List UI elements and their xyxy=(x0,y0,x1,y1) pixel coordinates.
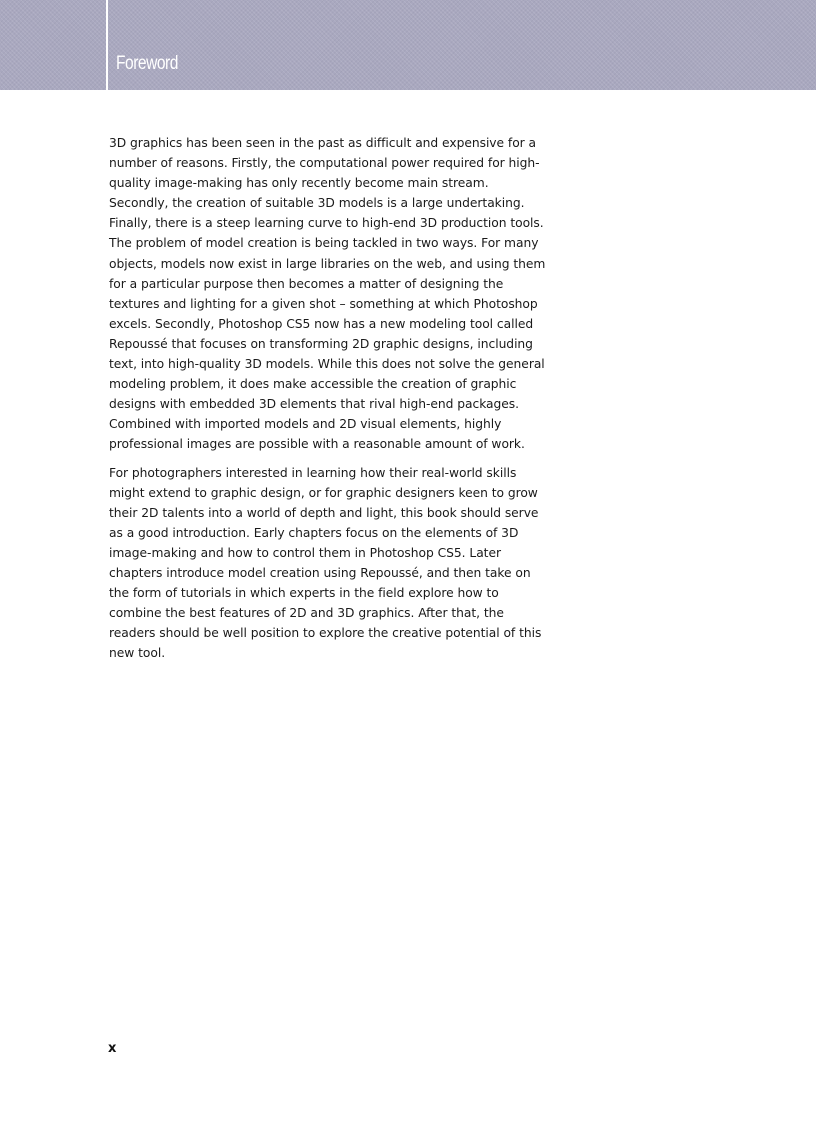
section-title: Foreword xyxy=(116,53,178,74)
paragraph: 3D graphics has been seen in the past as difficult and expensive for a number of reasons. Firstly, the computational power required for high-quality image-making has only recently become main stream. Secondly, the creation of suitable 3D models is a large undertaking. Finally, there is a steep learning curve to high-end 3D production tools. The problem of model creation is being tackled in two ways. For many objects, models now exist in large libraries on the web, and using them for a particular purpose then becomes a matter of designing the textures and lighting for a given shot – something at which Photoshop excels. Secondly, Photoshop CS5 now has a new modeling tool called Repoussé that focuses on transforming 2D graphic designs, including text, into high-quality 3D models. While this does not solve the general modeling problem, it does make accessible the creation of graphic designs with embedded 3D elements that rival high-end packages. Combined with imported models and 2D visual elements, highly professional images are possible with a reasonable amount of work. xyxy=(109,136,546,452)
page-number: x xyxy=(108,1041,117,1056)
body-text xyxy=(109,133,549,671)
header-divider xyxy=(106,0,108,90)
header-band xyxy=(0,0,816,90)
paragraph: For photographers interested in learning how their real-world skills might extend to graphic design, or for graphic designers keen to grow their 2D talents into a world of depth and light, this book should serve as a good introduction. Early chapters focus on the elements of 3D image-making and how to control them in Photoshop CS5. Later chapters introduce model creation using Repoussé, and then take on the form of tutorials in which experts in the field explore how to combine the best features of 2D and 3D graphics. After that, the readers should be well position to explore the creative potential of this new tool. xyxy=(109,465,542,661)
